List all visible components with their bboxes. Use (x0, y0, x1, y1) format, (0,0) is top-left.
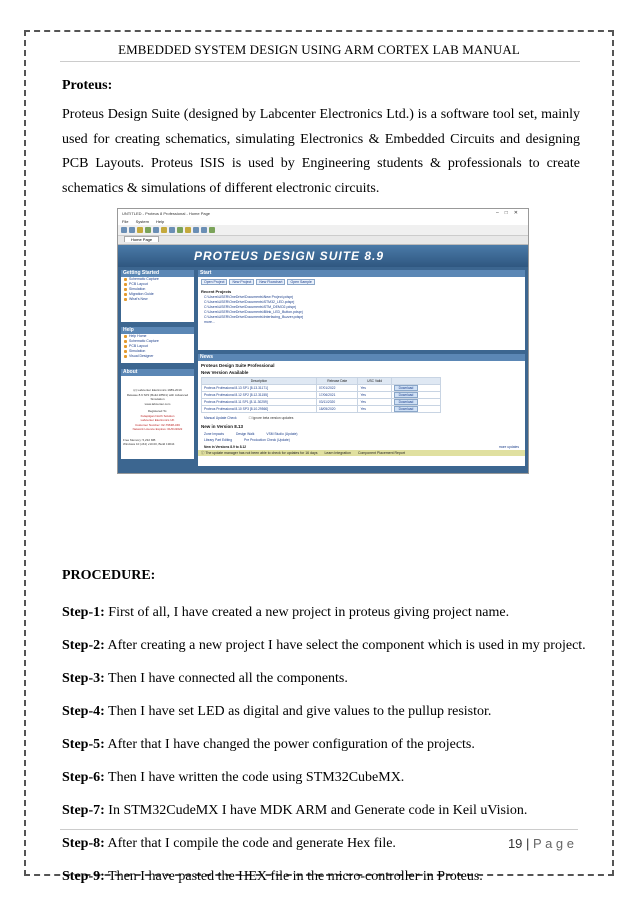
help-item: Help Home (121, 334, 194, 339)
open-sample-button: Open Sample (287, 279, 314, 285)
recent-projects-title: Recent Projects (201, 289, 232, 294)
about-title: About (121, 369, 194, 376)
help-item: Visual Designer (121, 354, 194, 359)
getting-started-title: Getting Started (121, 270, 194, 277)
new-in-range: New in Versions 8.9 to 8.12 (204, 445, 247, 449)
page-sep: | (522, 836, 534, 851)
update-status: ⓘ The update manager has not been able to check for updates for 16 days Learn Integration Component Placement Report (198, 450, 525, 456)
about-panel (121, 369, 194, 459)
recent-project: C:\Users\USER\OneDrive\Documents\Blink_LED_Button.pdsprj (204, 310, 303, 314)
getting-started-panel (121, 270, 194, 322)
toolbar-icon (145, 227, 151, 233)
footer-rule (60, 829, 578, 830)
download-button: Download (394, 406, 419, 412)
about-line: Release 8.9 SP2 (Build 28501) with Advanced Simulation (126, 392, 189, 401)
window-title: UNTITLED - Proteus 8 Professional - Home Page (122, 211, 211, 216)
col-usc-valid: USC Valid (358, 378, 391, 385)
step-item: Step-2: After creating a new project I have select the component which is used in my project. (62, 638, 586, 653)
table-row: Proteus Professional 8.12 SP2 [8.12.31155] 17/06/2021 Yes Download (202, 392, 441, 399)
news-new-version: New Version Available (201, 370, 249, 375)
about-line: www.labcenter.com (144, 401, 171, 406)
toolbar-icon (177, 227, 183, 233)
proteus-paragraph: Proteus Design Suite (designed by Labcenter Electronics Ltd.) is a software tool set, mainly used for creating schematics, simulating Electronics & Embedded Circuits and designing PCB Layouts. Proteus ISIS is used by Engineering students & professionals to create schematics & simulations of different electronic circuits. (62, 107, 580, 196)
step-item: Step-1: First of all, I have created a new project in proteus giving project name. (62, 605, 510, 620)
help-panel (121, 327, 194, 363)
news-panel (198, 354, 525, 466)
table-row: Proteus Professional 8.11 SP1 [8.11.30259] 03/11/2020 Yes Download (202, 399, 441, 406)
page-number: 19 (507, 836, 523, 851)
new-flowchart-button: New Flowchart (256, 279, 285, 285)
recent-project: C:\Users\USER\OneDrive\Documents\Interfacing_Buzzer.pdsprj (204, 315, 304, 319)
news-title: News (198, 354, 525, 361)
help-item: Schematic Capture (121, 339, 194, 344)
free-memory: Free Memory: 5,232 MB (123, 437, 156, 442)
home-page (118, 245, 528, 473)
feature-link: Pre Production Check (Update) (244, 438, 290, 442)
toolbar-icon (137, 227, 143, 233)
suite-banner: PROTEUS DESIGN SUITE 8.9 (118, 245, 528, 267)
menu-file: File (122, 219, 129, 224)
new-in-813: New in Version 8.13 (201, 424, 244, 429)
header-rule (60, 61, 580, 62)
about-line: Labcenter Electronics UK (140, 418, 175, 422)
gs-item: What's New (121, 297, 194, 302)
help-title: Help (121, 327, 194, 334)
manual-update-check: Manual Update Check (204, 416, 237, 420)
start-title: Start (198, 270, 525, 277)
about-line: Registered To: (147, 409, 168, 413)
help-item: PCB Layout (121, 344, 194, 349)
toolbar (118, 225, 528, 236)
step-item: Step-3: Then I have connected all the components. (62, 671, 348, 686)
proteus-heading: Proteus: (62, 78, 113, 93)
new-project-button: New Project (229, 279, 254, 285)
step-item: Step-8: After that I compile the code and generate Hex file. (62, 836, 396, 851)
procedure-heading: PROCEDURE: (62, 568, 156, 583)
page-label: P a g e (533, 836, 574, 851)
col-description: Description (202, 378, 317, 385)
start-panel (198, 270, 525, 350)
menu-bar (118, 218, 528, 225)
about-line: Customer Number: 02-79638-346 (135, 422, 180, 427)
col-release-date: Release Date (316, 378, 358, 385)
toolbar-icon (169, 227, 175, 233)
toolbar-icon (209, 227, 215, 233)
menu-system: System (135, 219, 149, 224)
toolbar-icon (153, 227, 159, 233)
recent-project: C:\Users\USER\OneDrive\Documents\New Project.pdsprj (204, 295, 294, 299)
tab-home-page: Home Page (124, 236, 159, 242)
download-button: Download (394, 399, 419, 405)
feature-link: VSM Studio (Update) (266, 432, 298, 436)
toolbar-icon (129, 227, 135, 233)
step-item: Step-7: In STM32CudeMX I have MDK ARM and Generate code in Keil uVision. (62, 803, 528, 818)
page-header: EMBEDDED SYSTEM DESIGN USING ARM CORTEX LAB MANUAL (118, 42, 520, 57)
table-row: Proteus Professional 8.10 SP3 [8.10.29560] 18/05/2020 Yes Download (202, 406, 441, 413)
table-row: Proteus Professional 8.13 SP1 [8.13.31171] 07/01/2022 Yes Download (202, 385, 441, 392)
download-button: Download (394, 385, 419, 391)
about-line: Network Licence Expires: 01/01/2022 (132, 427, 183, 431)
procedure-steps (62, 604, 586, 901)
page-footer (508, 836, 574, 851)
menu-help: Help (156, 219, 165, 224)
step-item: Step-9: Then I have pasted the HEX file in the micro-controller in Proteus. (62, 869, 483, 884)
gs-item: Schematic Capture (121, 277, 194, 282)
recent-project: C:\Users\USER\OneDrive\Documents\STM32_LED.pdsprj (204, 300, 295, 304)
help-item: Simulation (121, 349, 194, 354)
news-product: Proteus Design Suite Professional (201, 363, 275, 368)
toolbar-icon (185, 227, 191, 233)
toolbar-icon (193, 227, 199, 233)
os-info: Windows 10 (x64) v10.00, Build 19044 (123, 442, 175, 446)
gs-item: PCB Layout (121, 282, 194, 287)
about-line: (c) Labcenter Electronics 1989-2019 (133, 388, 182, 392)
step-item: Step-4: Then I have set LED as digital and give values to the pullup resistor. (62, 704, 492, 719)
window-controls: –□✕ (496, 210, 524, 216)
gs-item: Migration Guide (121, 292, 194, 297)
more-updates: more updates (498, 445, 519, 449)
toolbar-icon (121, 227, 127, 233)
col-action (391, 378, 440, 385)
gs-item: Simulation (121, 287, 194, 292)
download-button: Download (394, 392, 419, 398)
versions-table (201, 377, 441, 413)
recent-more: more... (204, 320, 215, 324)
ignore-beta-checkbox: ☐ Ignore beta version updates (248, 416, 294, 420)
recent-project: C:\Users\USER\OneDrive\Documents\STM_DEMO2.pdsprj (204, 305, 296, 309)
step-item: Step-5: After that I have changed the power configuration of the projects. (62, 737, 475, 752)
window-titlebar (118, 209, 528, 218)
feature-link: Design Walk (235, 432, 255, 436)
toolbar-icon (201, 227, 207, 233)
toolbar-icon (161, 227, 167, 233)
open-project-button: Open Project (201, 279, 227, 285)
proteus-screenshot (117, 208, 529, 474)
step-item: Step-6: Then I have written the code using STM32CubeMX. (62, 770, 405, 785)
feature-link: Library Part Editing (204, 438, 233, 442)
about-line: Kulapilgan North Solution (140, 413, 175, 418)
feature-link: Zone Impacts (204, 432, 224, 436)
tab-bar (118, 236, 528, 245)
